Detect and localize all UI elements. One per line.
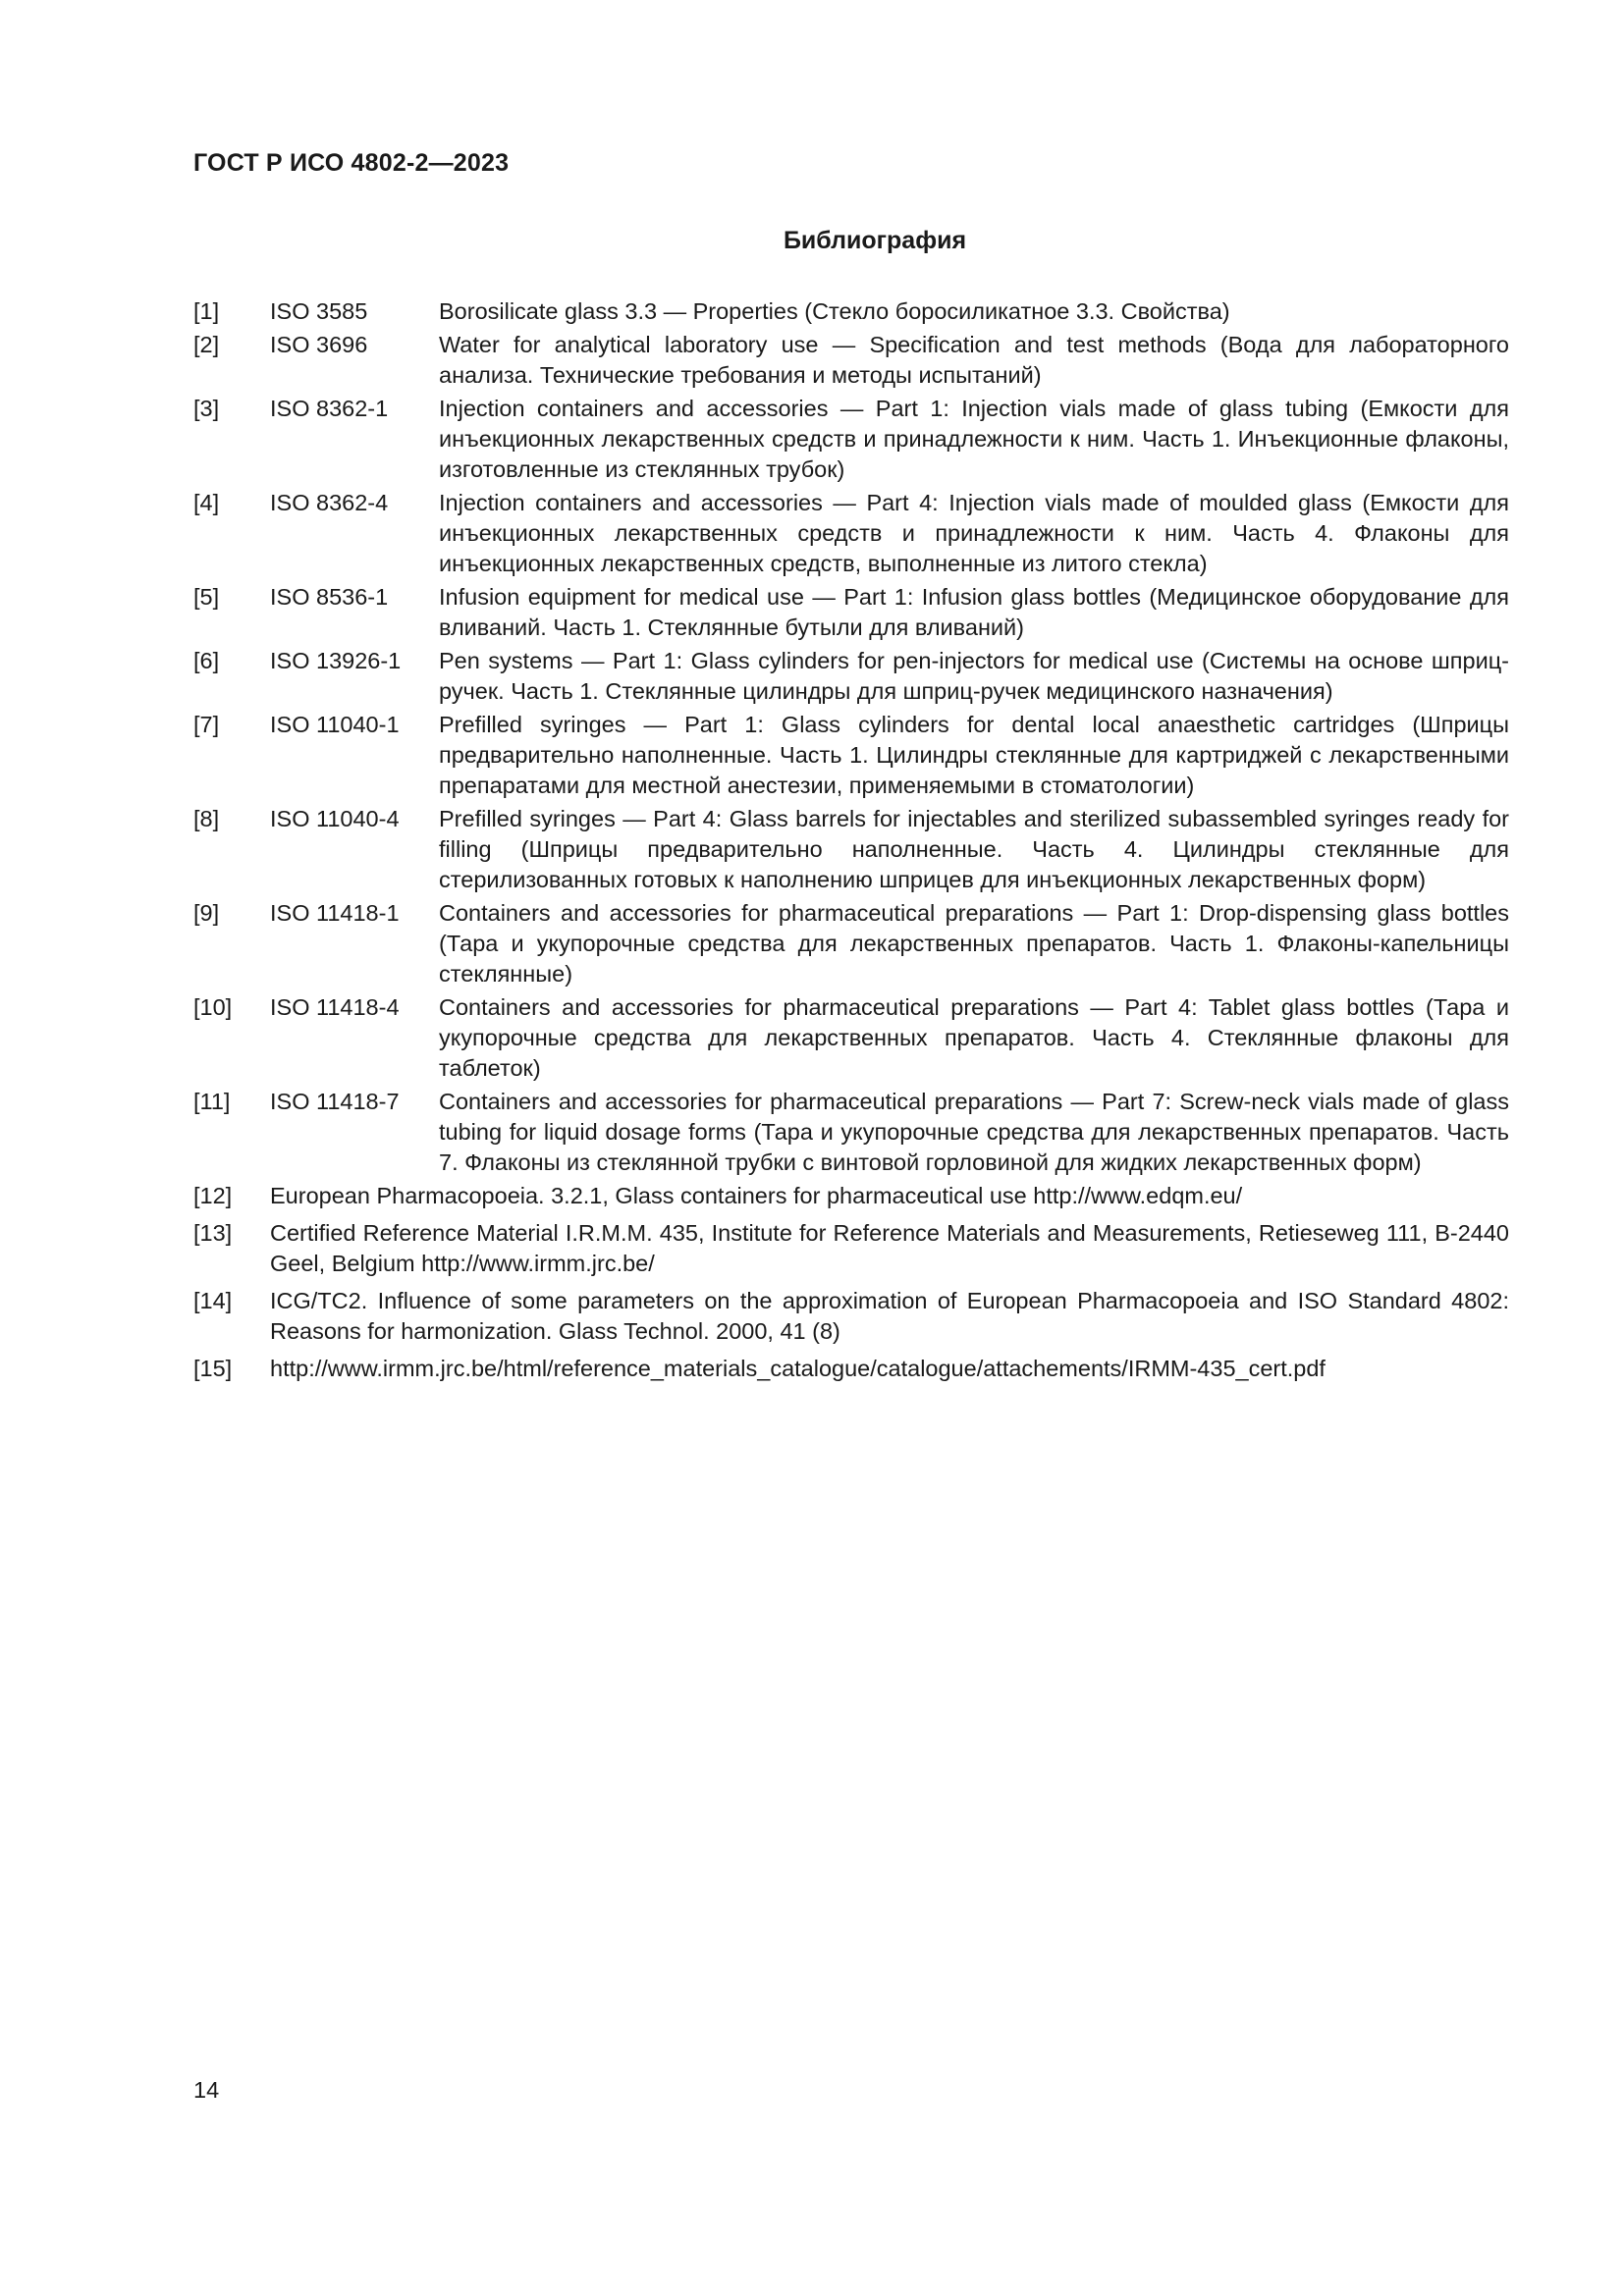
entry-number: [15] [193, 1356, 233, 1381]
entry-text: Injection containers and accessories — Part 1: Injection vials made of glass tubing (Емкости для инъекционных лекарственных средств и принадлежности к ним. Часть 1. Инъекционные флаконы, изготовленные из стеклянных трубок) [439, 396, 1509, 482]
bibliography-entry [193, 992, 1509, 1084]
document-header: ГОСТ Р ИСО 4802-2—2023 [193, 149, 510, 177]
bibliography-entry [193, 296, 1509, 327]
entry-text: ICG/TC2. Influence of some parameters on the approximation of European Pharmacopoeia and ISO Standard 4802: Reasons for harmonization. Glass Technol. 2000, 41 (8) [270, 1288, 1509, 1344]
page-title: Библиография [783, 227, 967, 254]
bibliography-entry [193, 898, 1509, 989]
entry-standard-code: ISO 11040-1 [270, 712, 400, 737]
entry-text: Containers and accessories for pharmaceutical preparations — Part 7: Screw-neck vials made of glass tubing for liquid dosage forms (Тара и укупорочные средства для лекарственных препаратов. Часть 7. Флаконы из стеклянной трубки с винтовой горловиной для жидких лекарственных форм) [439, 1089, 1509, 1175]
bibliography-entry [193, 646, 1509, 707]
entry-number: [13] [193, 1220, 233, 1246]
entry-number: [6] [193, 648, 220, 673]
entry-number: [10] [193, 994, 233, 1020]
bibliography-entry [193, 1218, 1509, 1279]
entry-standard-code: ISO 8362-4 [270, 490, 389, 515]
entry-text: Prefilled syringes — Part 4: Glass barrels for injectables and sterilized subassembled syringes ready for filling (Шприцы предварительно наполненные. Часть 4. Цилиндры стеклянные для стерилизованных готовых к наполнению шприцев для инъекционных лекарственных форм) [439, 806, 1509, 892]
bibliography-entry [193, 710, 1509, 801]
bibliography-entry [193, 582, 1509, 643]
entry-number: [8] [193, 806, 220, 831]
entry-number: [12] [193, 1183, 233, 1208]
bibliography-list [193, 296, 1509, 1391]
entry-standard-code: ISO 8536-1 [270, 584, 389, 610]
bibliography-entry [193, 804, 1509, 895]
entry-number: [1] [193, 298, 220, 324]
entry-standard-code: ISO 11418-1 [270, 900, 400, 926]
entry-number: [7] [193, 712, 220, 737]
entry-standard-code: ISO 11040-4 [270, 806, 400, 831]
entry-standard-code: ISO 11418-7 [270, 1089, 400, 1114]
entry-number: [14] [193, 1288, 233, 1313]
bibliography-entry [193, 1181, 1509, 1211]
entry-text: Prefilled syringes — Part 1: Glass cylinders for dental local anaesthetic cartridges (Шприцы предварительно наполненные. Часть 1. Цилиндры стеклянные для картриджей с лекарственными препаратами для местной анестезии, применяемыми в стоматологии) [439, 712, 1509, 798]
bibliography-entry [193, 1286, 1509, 1347]
entry-standard-code: ISO 13926-1 [270, 648, 402, 673]
entry-text: European Pharmacopoeia. 3.2.1, Glass containers for pharmaceutical use http://www.edqm.eu/ [270, 1183, 1243, 1208]
entry-text: Certified Reference Material I.R.M.M. 435, Institute for Reference Materials and Measurements, Retieseweg 111, B-2440 Geel, Belgium http://www.irmm.jrc.be/ [270, 1220, 1509, 1276]
entry-standard-code: ISO 3696 [270, 332, 368, 357]
entry-text: Containers and accessories for pharmaceutical preparations — Part 4: Tablet glass bottles (Тара и укупорочные средства для лекарственных препаратов. Часть 4. Стеклянные флаконы для таблеток) [439, 994, 1509, 1081]
bibliography-entry [193, 394, 1509, 485]
entry-text: Pen systems — Part 1: Glass cylinders for pen-injectors for medical use (Системы на основе шприц-ручек. Часть 1. Стеклянные цилиндры для шприц-ручек медицинского назначения) [439, 648, 1509, 704]
entry-number: [3] [193, 396, 220, 421]
entry-text: Injection containers and accessories — Part 4: Injection vials made of moulded glass (Емкости для инъекционных лекарственных средств и принадлежности к ним. Часть 4. Флаконы для инъекционных лекарственных средств, выполненные из литого стекла) [439, 490, 1509, 576]
entry-number: [9] [193, 900, 220, 926]
bibliography-entry [193, 488, 1509, 579]
entry-number: [11] [193, 1089, 231, 1114]
entry-text: Infusion equipment for medical use — Part 1: Infusion glass bottles (Медицинское оборудование для вливаний. Часть 1. Стеклянные бутыли для вливаний) [439, 584, 1509, 640]
entry-text: Water for analytical laboratory use — Specification and test methods (Вода для лабораторного анализа. Технические требования и методы испытаний) [439, 332, 1509, 388]
entry-standard-code: ISO 11418-4 [270, 994, 400, 1020]
entry-number: [5] [193, 584, 220, 610]
entry-text: Containers and accessories for pharmaceutical preparations — Part 1: Drop-dispensing glass bottles (Тара и укупорочные средства для лекарственных препаратов. Часть 1. Флаконы-капельницы стеклянные) [439, 900, 1509, 987]
page-number: 14 [193, 2077, 220, 2103]
bibliography-entry [193, 330, 1509, 391]
bibliography-entry [193, 1354, 1509, 1384]
entry-number: [2] [193, 332, 220, 357]
entry-text: Borosilicate glass 3.3 — Properties (Стекло боросиликатное 3.3. Свойства) [439, 298, 1230, 324]
entry-text: http://www.irmm.jrc.be/html/reference_materials_catalogue/catalogue/attachements/IRMM-435_cert.pdf [270, 1356, 1326, 1381]
entry-standard-code: ISO 3585 [270, 298, 368, 324]
bibliography-entry [193, 1087, 1509, 1178]
entry-number: [4] [193, 490, 220, 515]
entry-standard-code: ISO 8362-1 [270, 396, 389, 421]
